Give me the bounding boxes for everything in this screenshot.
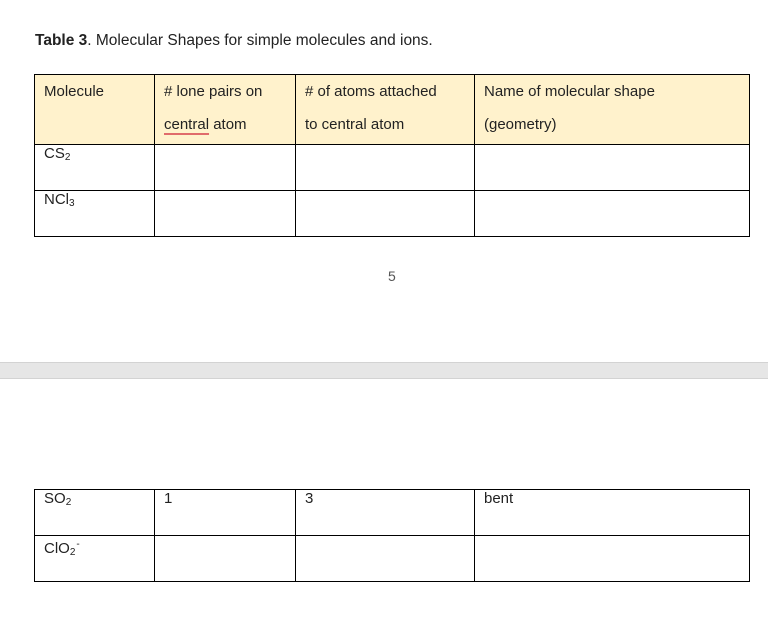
cell-shape-name[interactable]: bent xyxy=(475,490,750,536)
molecular-shapes-table-continued xyxy=(34,489,750,582)
table-row xyxy=(35,191,750,237)
table-row xyxy=(35,490,750,536)
table-caption xyxy=(35,32,433,50)
cell-shape-name[interactable] xyxy=(475,536,750,582)
molecular-shapes-table xyxy=(34,74,750,237)
cell-atoms-attached[interactable] xyxy=(296,191,475,237)
header-shape-name[interactable] xyxy=(475,75,750,145)
cell-molecule[interactable] xyxy=(35,490,155,536)
molecule-formula: ClO xyxy=(44,540,70,557)
cell-molecule[interactable] xyxy=(35,145,155,191)
cell-molecule[interactable] xyxy=(35,536,155,582)
molecule-formula: NCl xyxy=(44,191,69,208)
header-molecule[interactable] xyxy=(35,75,155,145)
formula-subscript: 2 xyxy=(69,547,76,558)
formula-subscript: 3 xyxy=(69,198,75,209)
formula-subscript: 2 xyxy=(65,497,72,508)
formula-superscript: - xyxy=(76,539,80,550)
cell-shape-name[interactable] xyxy=(475,191,750,237)
document-page-2 xyxy=(0,379,768,633)
cell-lone-pairs[interactable] xyxy=(155,536,296,582)
table-caption-text: . Molecular Shapes for simple molecules and ions. xyxy=(87,32,433,49)
header-shape-line2: (geometry) xyxy=(484,116,557,133)
table-header-row xyxy=(35,75,750,145)
header-lone-pairs-line1: # lone pairs on xyxy=(164,83,263,100)
table-caption-label: Table 3 xyxy=(35,32,88,49)
cell-lone-pairs[interactable] xyxy=(155,145,296,191)
cell-atoms-attached[interactable] xyxy=(296,145,475,191)
cell-lone-pairs[interactable]: 1 xyxy=(155,490,296,536)
table-row xyxy=(35,145,750,191)
header-molecule-text: Molecule xyxy=(44,83,105,100)
spellcheck-underlined-word: central xyxy=(164,116,210,133)
cell-atoms-attached[interactable]: 3 xyxy=(296,490,475,536)
header-shape-line1: Name of molecular shape xyxy=(484,83,655,100)
cell-atoms-attached[interactable] xyxy=(296,536,475,582)
header-lone-pairs-line2: atom xyxy=(209,116,247,133)
cell-molecule[interactable] xyxy=(35,191,155,237)
page-number: 5 xyxy=(388,268,396,284)
cell-lone-pairs[interactable] xyxy=(155,191,296,237)
table-row xyxy=(35,536,750,582)
molecule-formula: SO xyxy=(44,490,66,507)
molecule-formula: CS xyxy=(44,145,65,162)
header-atoms-attached[interactable] xyxy=(296,75,475,145)
header-atoms-line2: to central atom xyxy=(305,116,405,133)
header-atoms-line1: # of atoms attached xyxy=(305,83,437,100)
formula-subscript: 2 xyxy=(64,152,71,163)
page-break-gap xyxy=(0,362,768,379)
header-lone-pairs[interactable] xyxy=(155,75,296,145)
cell-shape-name[interactable] xyxy=(475,145,750,191)
